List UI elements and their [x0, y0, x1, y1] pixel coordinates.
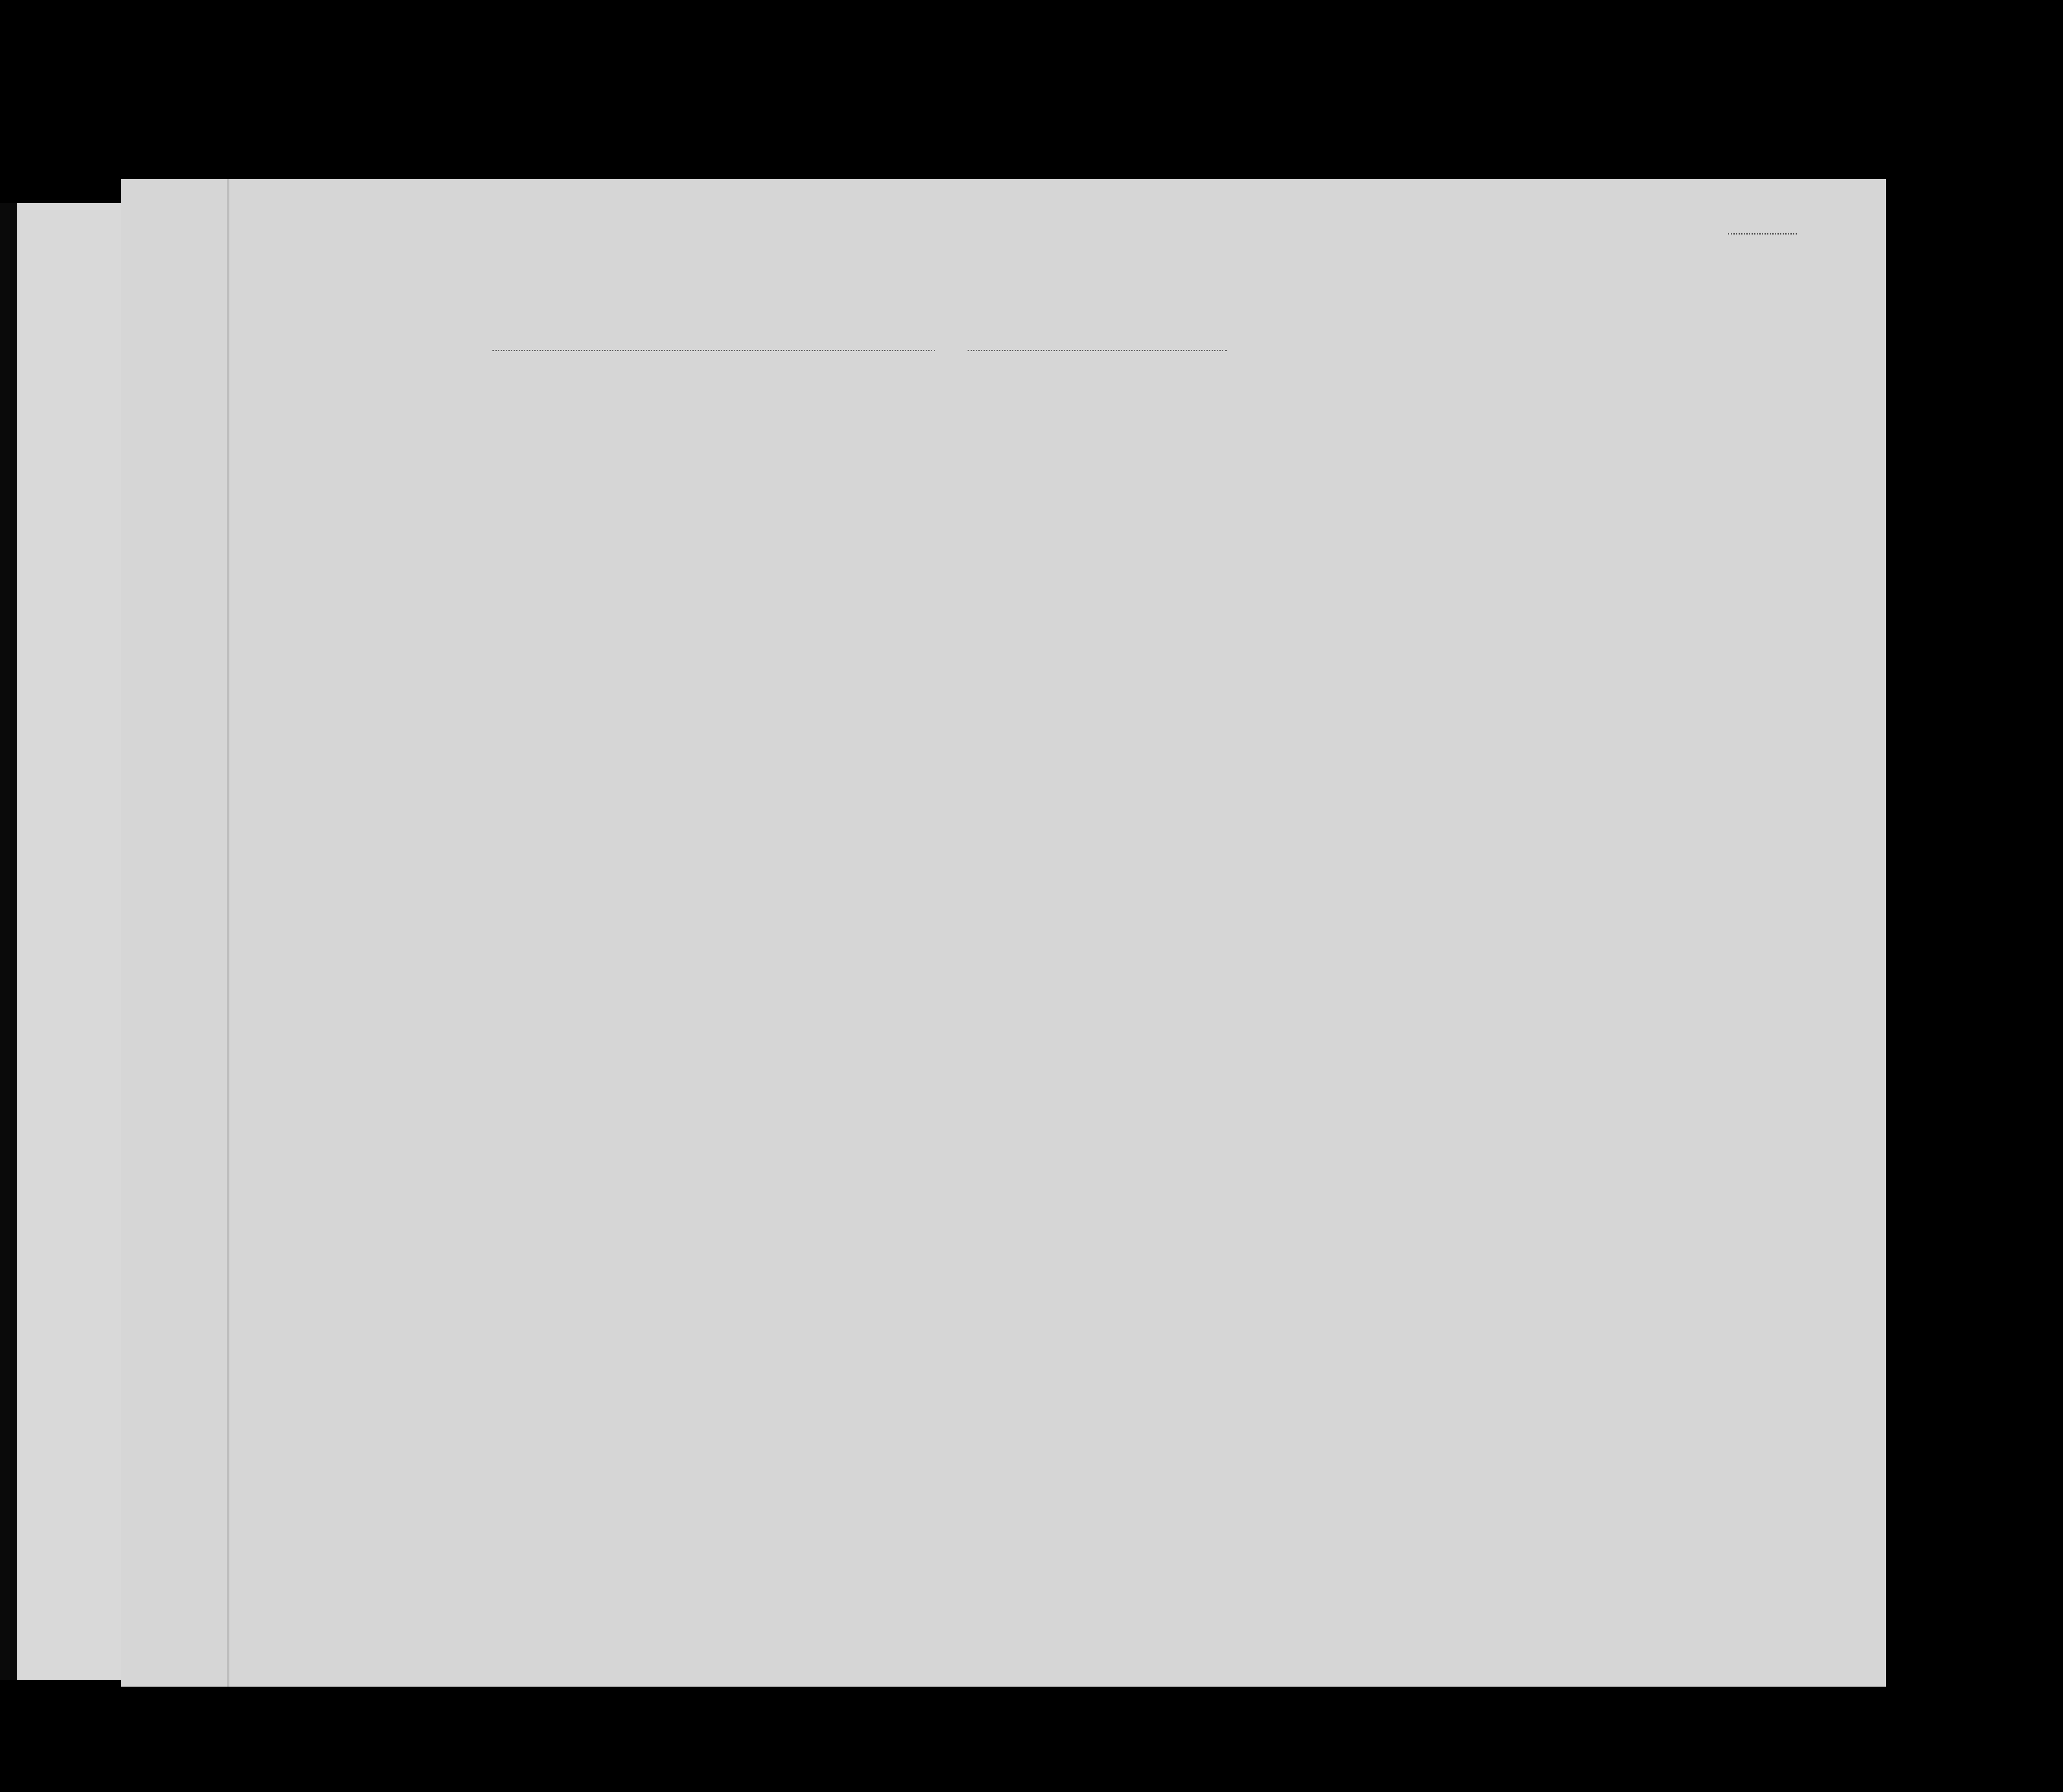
- col-header-purpose-return: [1220, 432, 1250, 510]
- col-header-ticket: [688, 449, 714, 501]
- left-page-fragment: [0, 203, 121, 1680]
- col-header-money: [806, 445, 832, 497]
- col-header-q28: [1378, 421, 1421, 507]
- col-header-polygamist: [1341, 419, 1363, 497]
- col-header-purpose-length: [1250, 432, 1281, 510]
- date-underline: [968, 350, 1227, 351]
- manifest-sheet: [121, 179, 1886, 1687]
- col-header-feet: [1609, 479, 1622, 505]
- port-underline: [492, 350, 935, 351]
- col-header-q29: [1439, 406, 1474, 501]
- col-header-inches: [1630, 479, 1643, 505]
- col-header-q31: [1487, 412, 1504, 490]
- page-fold: [227, 179, 229, 1687]
- list-underline: [1728, 233, 1797, 235]
- col-header-purpose-citizen: [1281, 432, 1311, 510]
- col-header-q30: [1470, 412, 1487, 490]
- left-edge-shadow: [0, 203, 17, 1680]
- col-header-prison: [1309, 406, 1339, 501]
